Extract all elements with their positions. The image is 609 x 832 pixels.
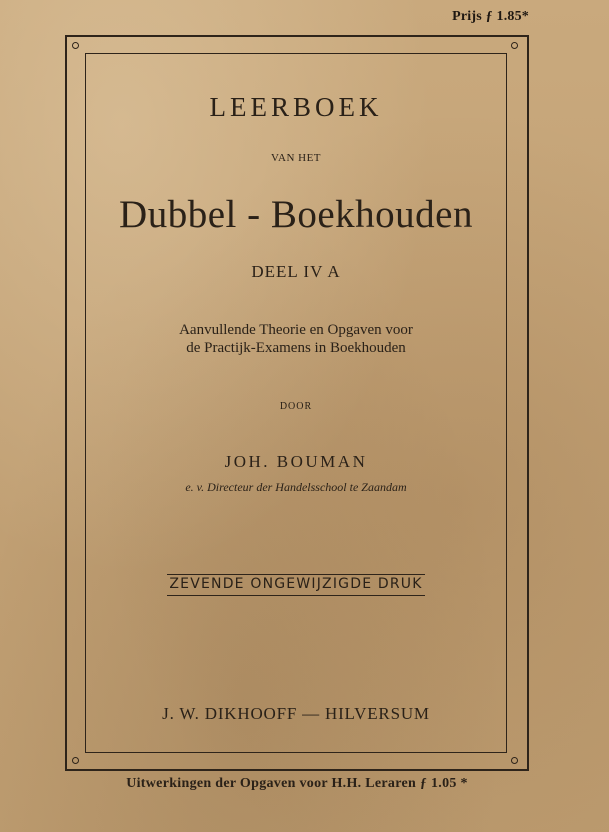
page-title: Dubbel - Boekhouden [119,193,473,236]
edition-label: ZEVENDE ONGEWIJZIGDE DRUK [167,574,424,596]
author-role: e. v. Directeur der Handelsschool te Zaandam [185,480,407,494]
volume-label: DEEL IV A [251,262,341,281]
footer-note: Uitwerkingen der Opgaven voor H.H. Leraren ƒ 1.05 * [126,776,468,791]
title-van-het: VAN HET [270,152,322,164]
subtitle-line-1: Aanvullende Theorie en Opgaven voor [179,322,413,338]
publisher-label: J. W. DIKHOOFF — HILVERSUM [162,704,430,723]
corner-ornament-icon [72,757,79,764]
author-name: JOH. BOUMAN [224,452,368,471]
edition-block [85,574,507,596]
corner-ornament-icon [511,757,518,764]
corner-ornament-icon [72,42,79,49]
subtitle-line-2: de Practijk-Examens in Boekhouden [186,340,406,356]
by-label: DOOR [279,401,313,412]
price-label: Prijs ƒ 1.85* [452,9,529,24]
title-leerboek: LEERBOEK [209,92,383,122]
corner-ornament-icon [511,42,518,49]
